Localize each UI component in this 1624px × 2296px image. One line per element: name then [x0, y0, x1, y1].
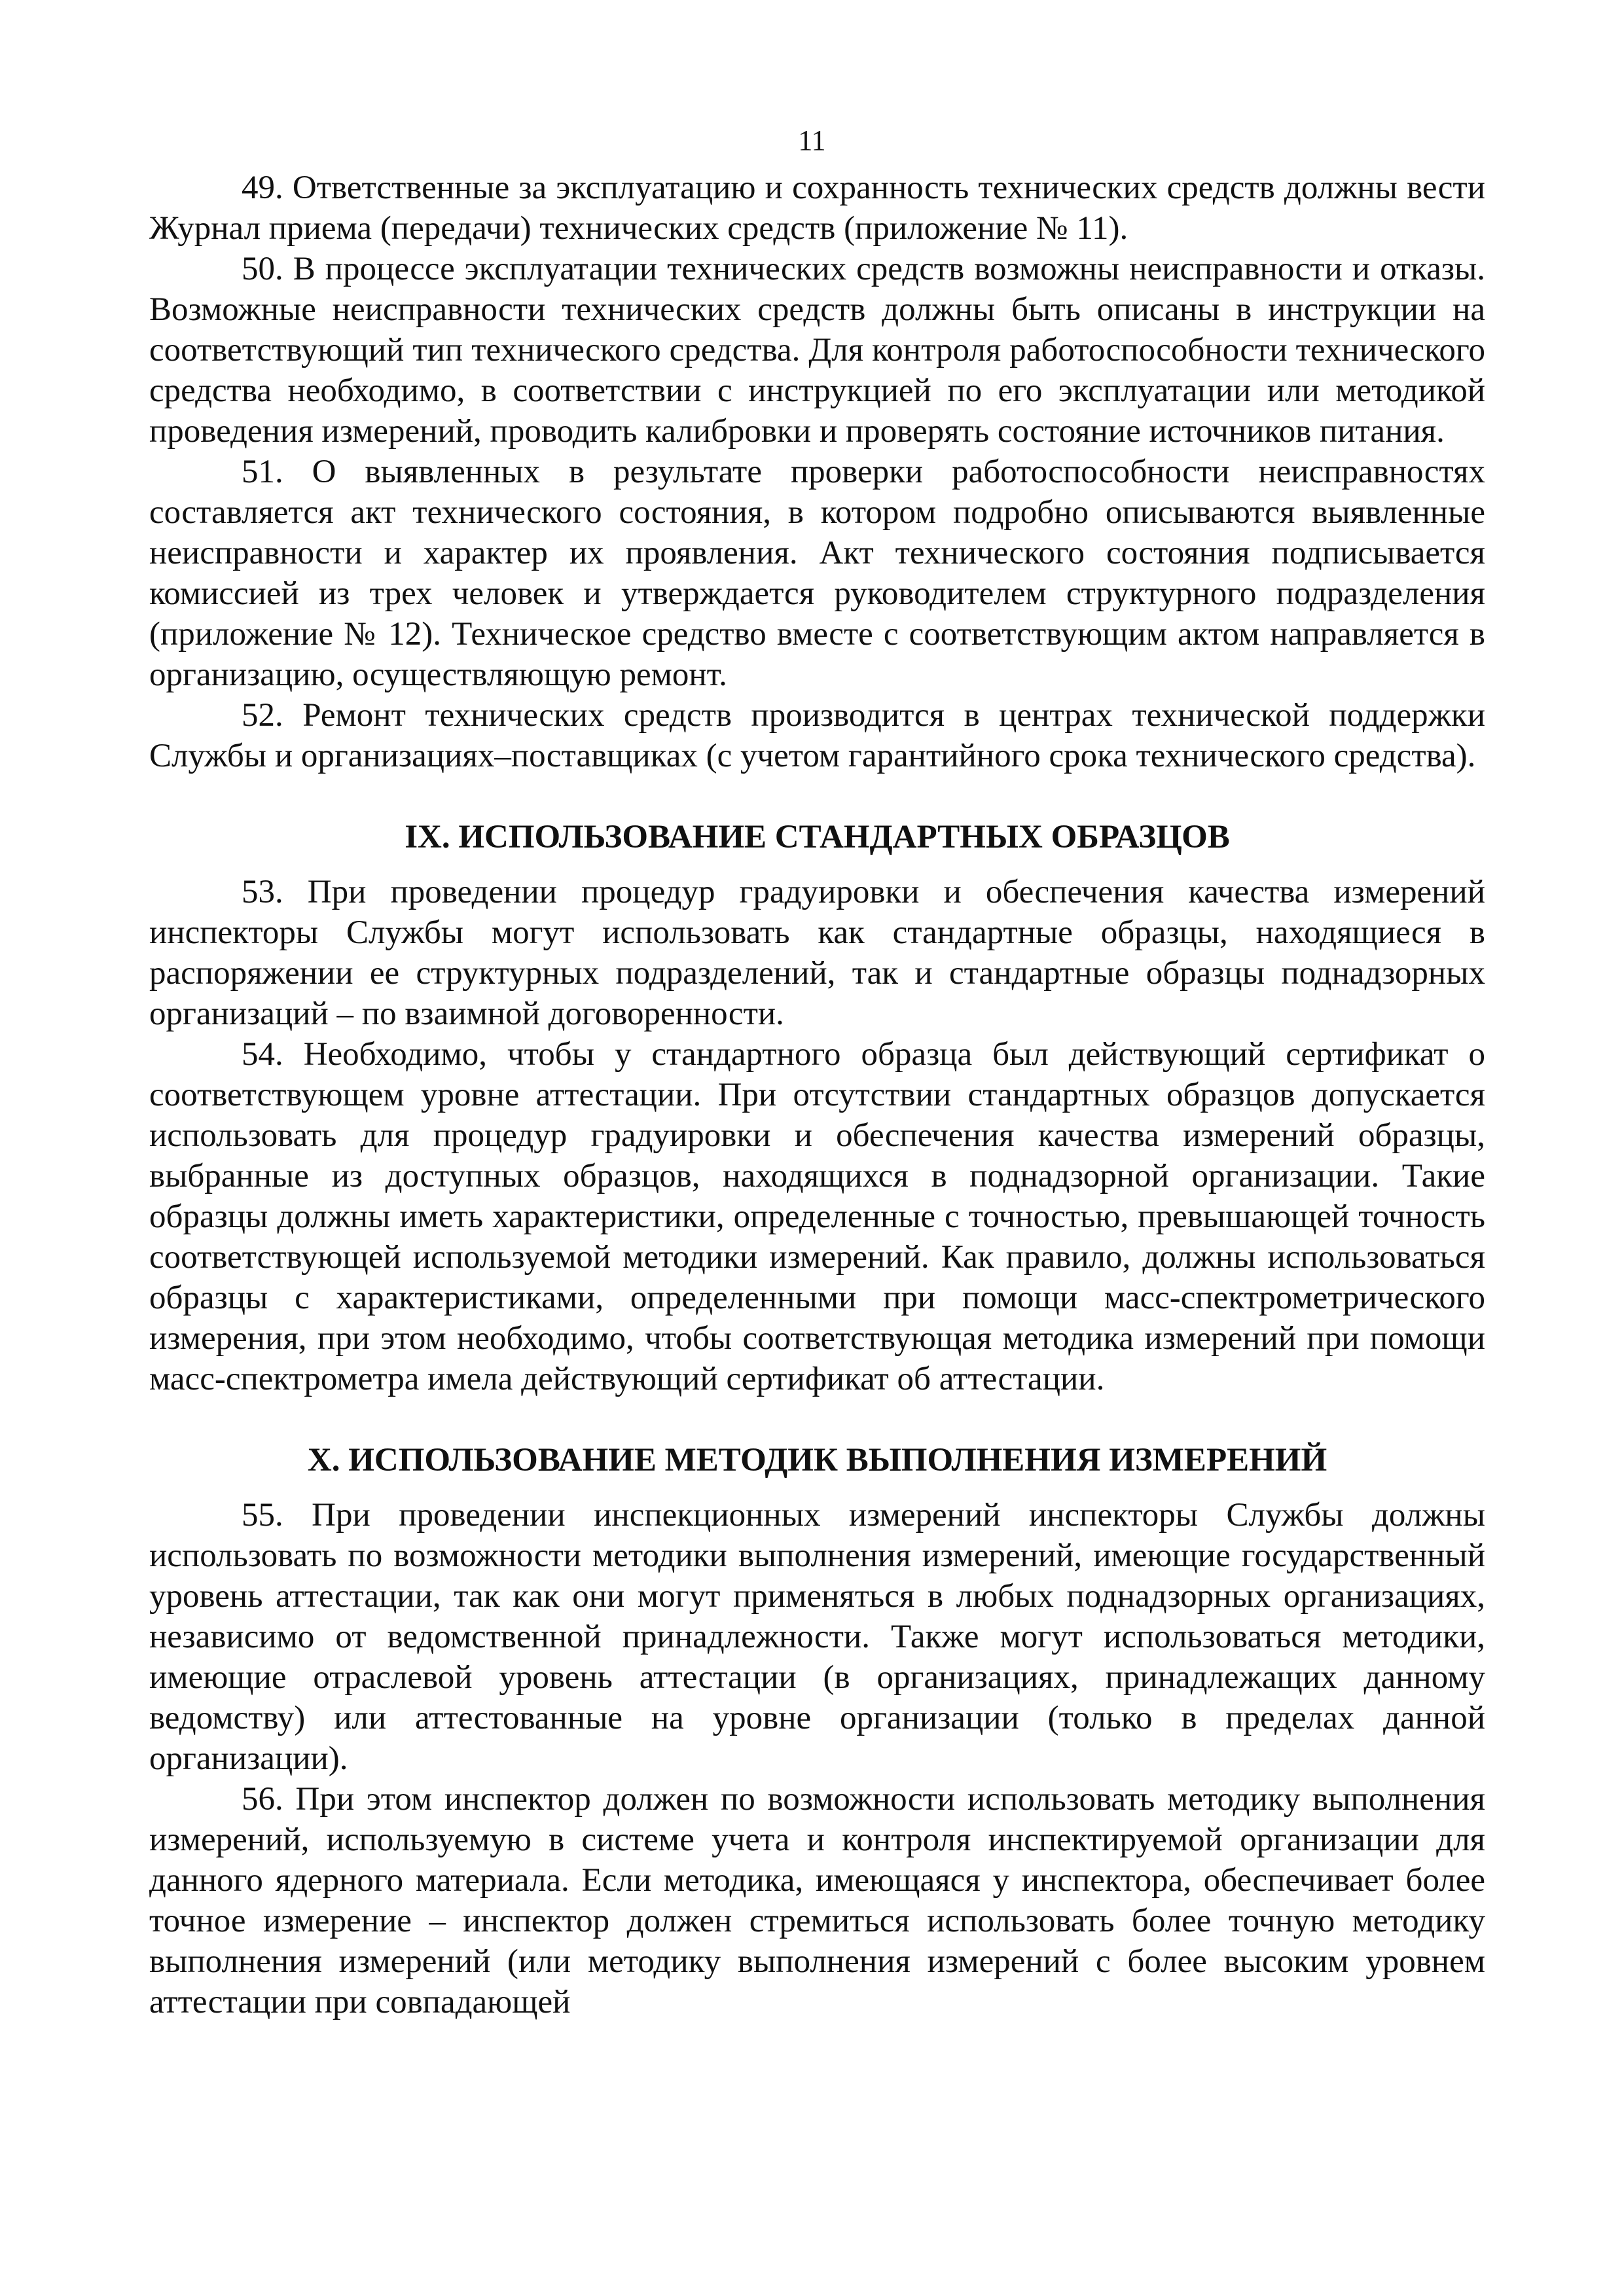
spacer — [149, 776, 1485, 817]
section-heading-ix: IX. ИСПОЛЬЗОВАНИЕ СТАНДАРТНЫХ ОБРАЗЦОВ — [405, 819, 1230, 855]
paragraph-53: 53. При проведении процедур градуировки и обеспечения качества измерений инспекторы Службы могут использовать как стандартные образцы, находящиеся в распоряжении ее структурных подразделений, так и стандартные образцы поднадзорных организаций – по взаимной договоренности. — [149, 874, 1485, 1032]
paragraph-56: 56. При этом инспектор должен по возможности использовать методику выполнения измерений, используемую в системе учета и контроля инспектируемой организации для данного ядерного материала. Если методика, имеющаяся у инспектора, обеспечивает более точное измерение – инспектор должен стремиться использовать более точную методику выполнения измерений (или методику выполнения измерений с более высоким уровнем аттестации при совпадающей — [149, 1781, 1485, 2020]
paragraph-54: 54. Необходимо, чтобы у стандартного образца был действующий сертификат о соответствующем уровне аттестации. При отсутствии стандартных образцов допускается использовать для процедур градуировки и обеспечения качества измерений образцы, выбранные из доступных образцов, находящихся в поднадзорной организации. Такие образцы должны иметь характеристики, определенные с точностью, превышающей точность соответствующей используемой методики измерений. Как правило, должны использоваться образцы с характеристиками, определенными при помощи масс-спектрометрического измерения, при этом необходимо, чтобы соответствующая методика измерений при помощи масс-спектрометра имела действующий сертификат об аттестации. — [149, 1036, 1485, 1397]
paragraph-55: 55. При проведении инспекционных измерений инспекторы Службы должны использовать по возможности методики выполнения измерений, имеющие государственный уровень аттестации, так как они могут применяться в любых поднадзорных организациях, независимо от ведомственной принадлежности. Также могут использоваться методики, имеющие отраслевой уровень аттестации (в организациях, принадлежащих данному ведомству) или аттестованные на уровне организации (только в пределах данной организации). — [149, 1497, 1485, 1777]
paragraph-51: 51. О выявленных в результате проверки работоспособности неисправностях составляется акт технического состояния, в котором подробно описываются выявленные неисправности и характер их проявления. Акт технического состояния подписывается комиссией из трех человек и утверждается руководителем структурного подразделения (приложение № 12). Техническое средство вместе с соответствующим актом направляется в организацию, осуществляющую ремонт. — [149, 454, 1485, 693]
spacer — [149, 1480, 1485, 1495]
page-number: 11 — [798, 124, 826, 156]
spacer — [149, 857, 1485, 872]
paragraph-50: 50. В процессе эксплуатации технических средств возможны неисправности и отказы. Возможные неисправности технических средств должны быть описаны в инструкции на соответствующий тип технического средства. Для контроля работоспособности технического средства необходимо, в соответствии с инструкцией по его эксплуатации или методикой проведения измерений, проводить калибровки и проверять состояние источников питания. — [149, 251, 1485, 450]
paragraph-52: 52. Ремонт технических средств производится в центрах технической поддержки Службы и организациях–поставщиках (с учетом гарантийного срока технического средства). — [149, 697, 1485, 774]
spacer — [149, 1399, 1485, 1440]
document-body — [149, 168, 1485, 2022]
section-heading-x: X. ИСПОЛЬЗОВАНИЕ МЕТОДИК ВЫПОЛНЕНИЯ ИЗМЕРЕНИЙ — [307, 1442, 1327, 1479]
paragraph-49: 49. Ответственные за эксплуатацию и сохранность технических средств должны вести Журнал приема (передачи) технических средств (приложение № 11). — [149, 170, 1485, 247]
